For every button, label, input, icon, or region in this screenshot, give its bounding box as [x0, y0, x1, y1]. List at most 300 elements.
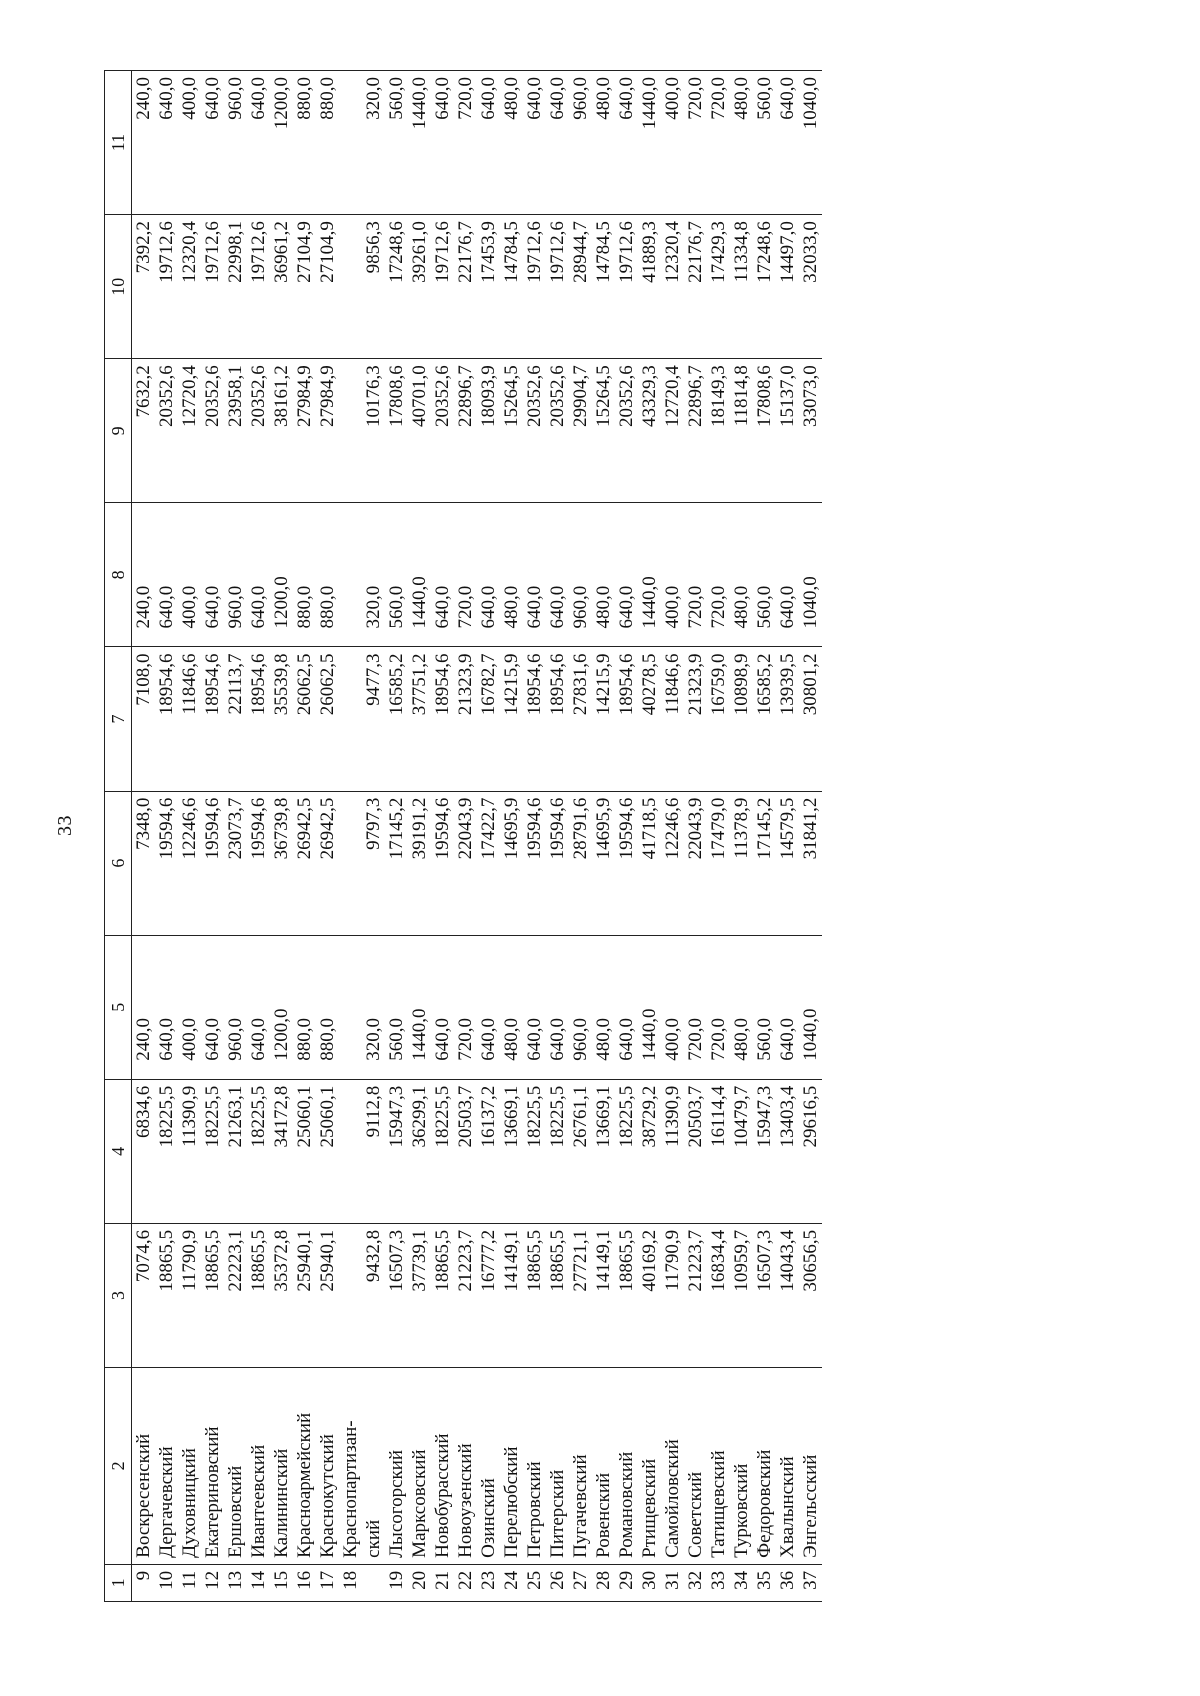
table-cell: 18865,5 [615, 1223, 638, 1367]
district-name-cell: Татищевский [707, 1368, 730, 1565]
table-cell: 1200,0 [270, 71, 293, 215]
table-row [799, 71, 822, 1602]
table-cell: 9112,8 [362, 1079, 385, 1223]
district-name-cell: Ровенский [592, 1368, 615, 1565]
table-cell: 7074,6 [132, 1223, 156, 1367]
table-cell: 1040,0 [799, 71, 822, 215]
table-cell: 39261,0 [408, 215, 431, 359]
row-number-cell: 22 [454, 1564, 477, 1601]
table-row [293, 71, 316, 1602]
table-row [247, 71, 270, 1602]
table-cell: 480,0 [730, 935, 753, 1079]
table-cell: 11790,9 [661, 1223, 684, 1367]
table-cell: 33073,0 [799, 359, 822, 503]
table-cell: 39191,2 [408, 791, 431, 935]
table-cell: 27831,6 [569, 647, 592, 791]
table-cell: 29616,5 [799, 1079, 822, 1223]
table-cell: 10176,3 [362, 359, 385, 503]
table-cell: 480,0 [500, 935, 523, 1079]
table-cell: 28944,7 [569, 215, 592, 359]
table-cell: 16585,2 [753, 647, 776, 791]
table-cell: 18954,6 [155, 647, 178, 791]
column-header: 4 [105, 1079, 132, 1223]
column-header: 7 [105, 647, 132, 791]
table-cell: 37739,1 [408, 1223, 431, 1367]
table-cell: 640,0 [523, 935, 546, 1079]
row-number-cell: 11 [178, 1564, 201, 1601]
table-cell: 15264,5 [592, 359, 615, 503]
table-cell: 26761,1 [569, 1079, 592, 1223]
table-cell: 960,0 [224, 71, 247, 215]
table-cell: 880,0 [316, 503, 339, 647]
table-cell: 13669,1 [500, 1079, 523, 1223]
table-cell: 14215,9 [592, 647, 615, 791]
district-name-cell: Марксовский [408, 1368, 431, 1565]
table-cell: 21263,1 [224, 1079, 247, 1223]
table-cell: 41718,5 [638, 791, 661, 935]
district-name-cell: Петровский [523, 1368, 546, 1565]
district-name-cell: Озинский [477, 1368, 500, 1565]
table-cell: 640,0 [615, 935, 638, 1079]
table-cell: 20352,6 [615, 359, 638, 503]
table-cell: 38729,2 [638, 1079, 661, 1223]
row-number-cell: 12 [201, 1564, 224, 1601]
table-cell: 25060,1 [316, 1079, 339, 1223]
table-row [661, 71, 684, 1602]
table-cell: 640,0 [247, 503, 270, 647]
table-cell: 720,0 [707, 71, 730, 215]
table-cell: 18954,6 [546, 647, 569, 791]
table-cell [339, 791, 362, 935]
table-cell: 480,0 [592, 71, 615, 215]
table-cell: 400,0 [661, 71, 684, 215]
table-cell: 20352,6 [431, 359, 454, 503]
table-cell: 19594,6 [247, 791, 270, 935]
table-cell: 400,0 [661, 503, 684, 647]
table-cell: 640,0 [477, 71, 500, 215]
row-number-cell: 28 [592, 1564, 615, 1601]
table-cell [339, 647, 362, 791]
district-name-cell: Ершовский [224, 1368, 247, 1565]
row-number-cell: 32 [684, 1564, 707, 1601]
table-row [569, 71, 592, 1602]
table-cell: 18225,5 [155, 1079, 178, 1223]
table-row [316, 71, 339, 1602]
table-cell: 10959,7 [730, 1223, 753, 1367]
table-cell: 1200,0 [270, 935, 293, 1079]
table-cell: 640,0 [431, 71, 454, 215]
table-cell: 640,0 [201, 503, 224, 647]
page-number: 33 [54, 815, 76, 836]
row-number-cell: 25 [523, 1564, 546, 1601]
table-cell: 35539,8 [270, 647, 293, 791]
table-cell: 640,0 [477, 935, 500, 1079]
table-cell: 9477,3 [362, 647, 385, 791]
district-name-cell: Пугачевский [569, 1368, 592, 1565]
table-cell: 240,0 [132, 71, 156, 215]
table-cell: 38161,2 [270, 359, 293, 503]
column-header: 8 [105, 503, 132, 647]
table-row [638, 71, 661, 1602]
table-cell: 720,0 [684, 935, 707, 1079]
district-name-cell: Ртищевский [638, 1368, 661, 1565]
table-cell: 18954,6 [201, 647, 224, 791]
table-cell: 25060,1 [293, 1079, 316, 1223]
district-name-cell: Краснокутский [316, 1368, 339, 1565]
table-cell: 1200,0 [270, 503, 293, 647]
table-cell: 1440,0 [638, 935, 661, 1079]
table-cell: 400,0 [178, 71, 201, 215]
table-cell: 19712,6 [431, 215, 454, 359]
row-number-cell: 16 [293, 1564, 316, 1601]
table-cell: 17479,0 [707, 791, 730, 935]
table-cell: 19712,6 [155, 215, 178, 359]
table-cell: 12720,4 [661, 359, 684, 503]
table-cell: 23073,7 [224, 791, 247, 935]
district-name-cell: Дергачевский [155, 1368, 178, 1565]
table-cell: 240,0 [132, 503, 156, 647]
table-cell: 11334,8 [730, 215, 753, 359]
table-cell: 20352,6 [247, 359, 270, 503]
table-row [477, 71, 500, 1602]
table-cell: 7108,0 [132, 647, 156, 791]
table-cell: 1440,0 [638, 503, 661, 647]
table-row [178, 71, 201, 1602]
table-cell: 17453,9 [477, 215, 500, 359]
district-name-cell: Ивантеевский [247, 1368, 270, 1565]
table-cell: 640,0 [247, 935, 270, 1079]
table-cell: 26942,5 [293, 791, 316, 935]
table-cell: 14695,9 [500, 791, 523, 935]
table-cell: 640,0 [201, 935, 224, 1079]
table-cell: 960,0 [224, 935, 247, 1079]
table-cell: 15947,3 [385, 1079, 408, 1223]
column-header: 10 [105, 215, 132, 359]
table-cell: 640,0 [615, 503, 638, 647]
table-cell [339, 215, 362, 359]
district-name-cell: Новоузенский [454, 1368, 477, 1565]
row-number-cell: 31 [661, 1564, 684, 1601]
table-cell: 640,0 [247, 71, 270, 215]
row-number-cell: 30 [638, 1564, 661, 1601]
table-cell: 640,0 [546, 503, 569, 647]
table-cell: 18954,6 [615, 647, 638, 791]
table-cell: 720,0 [707, 935, 730, 1079]
table-cell: 640,0 [155, 935, 178, 1079]
table-cell: 19712,6 [615, 215, 638, 359]
row-number-cell: 20 [408, 1564, 431, 1601]
table-row [684, 71, 707, 1602]
table-cell: 880,0 [316, 935, 339, 1079]
table-cell: 41889,3 [638, 215, 661, 359]
table-cell: 18225,5 [431, 1079, 454, 1223]
table-cell: 19712,6 [546, 215, 569, 359]
table-cell: 27984,9 [316, 359, 339, 503]
table-cell: 18865,5 [546, 1223, 569, 1367]
table-cell: 14784,5 [500, 215, 523, 359]
table-row [454, 71, 477, 1602]
table-cell: 720,0 [684, 503, 707, 647]
table-cell: 19712,6 [247, 215, 270, 359]
table-row [500, 71, 523, 1602]
table-cell: 20352,6 [523, 359, 546, 503]
table-cell: 17808,6 [753, 359, 776, 503]
table-cell [339, 359, 362, 503]
row-number-cell: 35 [753, 1564, 776, 1601]
table-cell: 14579,5 [776, 791, 799, 935]
district-name-cell: Советский [684, 1368, 707, 1565]
table-cell: 12246,6 [178, 791, 201, 935]
table-row [431, 71, 454, 1602]
table-cell: 16777,2 [477, 1223, 500, 1367]
table-cell [339, 1079, 362, 1223]
table-row [385, 71, 408, 1602]
row-number-cell: 10 [155, 1564, 178, 1601]
table-cell: 640,0 [776, 935, 799, 1079]
table-cell: 1040,0 [799, 935, 822, 1079]
table-cell: 7348,0 [132, 791, 156, 935]
table-cell: 13939,5 [776, 647, 799, 791]
table-row [362, 71, 385, 1602]
row-number-cell: 17 [316, 1564, 339, 1601]
district-name-cell: Краснопартизан- [339, 1368, 362, 1565]
table-row [546, 71, 569, 1602]
table-cell: 560,0 [385, 935, 408, 1079]
table-cell [339, 71, 362, 215]
table-cell: 26062,5 [316, 647, 339, 791]
table-cell: 19594,6 [615, 791, 638, 935]
table-row [270, 71, 293, 1602]
table-cell: 12320,4 [661, 215, 684, 359]
row-number-cell: 34 [730, 1564, 753, 1601]
table-cell: 22896,7 [454, 359, 477, 503]
table-cell: 720,0 [454, 503, 477, 647]
table-cell: 20503,7 [684, 1079, 707, 1223]
table-cell: 13669,1 [592, 1079, 615, 1223]
table-cell: 960,0 [224, 503, 247, 647]
table-cell: 27104,9 [316, 215, 339, 359]
district-name-cell: Романовский [615, 1368, 638, 1565]
table-cell: 9797,3 [362, 791, 385, 935]
district-name-cell: ский [362, 1368, 385, 1565]
table-cell: 880,0 [293, 71, 316, 215]
district-name-cell: Питерский [546, 1368, 569, 1565]
column-header: 3 [105, 1223, 132, 1367]
table-cell: 560,0 [753, 935, 776, 1079]
table-cell: 14149,1 [592, 1223, 615, 1367]
table-cell: 20352,6 [546, 359, 569, 503]
table-cell: 560,0 [753, 71, 776, 215]
table-cell: 19594,6 [546, 791, 569, 935]
table-cell: 29904,7 [569, 359, 592, 503]
table-row [730, 71, 753, 1602]
table-row [615, 71, 638, 1602]
table-cell: 18954,6 [247, 647, 270, 791]
table-cell: 18865,5 [523, 1223, 546, 1367]
table-cell: 17248,6 [753, 215, 776, 359]
table-cell: 9432,8 [362, 1223, 385, 1367]
table-row [201, 71, 224, 1602]
table-cell: 480,0 [592, 503, 615, 647]
table-cell: 17145,2 [385, 791, 408, 935]
table-cell: 18225,5 [615, 1079, 638, 1223]
row-number-cell [362, 1564, 385, 1601]
table-cell: 10898,9 [730, 647, 753, 791]
table-cell: 27721,1 [569, 1223, 592, 1367]
table-cell: 19594,6 [201, 791, 224, 935]
table-cell: 16759,0 [707, 647, 730, 791]
row-number-cell: 19 [385, 1564, 408, 1601]
table-cell: 19594,6 [523, 791, 546, 935]
table-row [408, 71, 431, 1602]
table-cell: 30656,5 [799, 1223, 822, 1367]
table-cell: 14695,9 [592, 791, 615, 935]
table-cell: 36299,1 [408, 1079, 431, 1223]
table-cell: 19594,6 [155, 791, 178, 935]
table-cell: 22176,7 [684, 215, 707, 359]
table-cell: 16507,3 [753, 1223, 776, 1367]
table-cell: 32033,0 [799, 215, 822, 359]
table-cell: 16507,3 [385, 1223, 408, 1367]
table-cell: 1440,0 [408, 935, 431, 1079]
table-cell: 1040,0 [799, 503, 822, 647]
table-cell: 16137,2 [477, 1079, 500, 1223]
table-cell: 960,0 [569, 71, 592, 215]
table-cell: 22043,9 [454, 791, 477, 935]
district-name-cell: Новобурасский [431, 1368, 454, 1565]
row-number-cell: 23 [477, 1564, 500, 1601]
table-cell: 18225,5 [201, 1079, 224, 1223]
table-cell: 20503,7 [454, 1079, 477, 1223]
table-cell: 31841,2 [799, 791, 822, 935]
table-cell: 23958,1 [224, 359, 247, 503]
table-cell: 640,0 [615, 71, 638, 215]
table-cell: 40169,2 [638, 1223, 661, 1367]
table-cell: 19594,6 [431, 791, 454, 935]
table-cell: 1440,0 [408, 503, 431, 647]
column-header: 9 [105, 359, 132, 503]
table-cell: 35372,8 [270, 1223, 293, 1367]
table-cell: 18865,5 [431, 1223, 454, 1367]
table-cell: 18954,6 [431, 647, 454, 791]
row-number-cell: 27 [569, 1564, 592, 1601]
row-number-cell: 24 [500, 1564, 523, 1601]
table-cell: 37751,2 [408, 647, 431, 791]
district-name-cell: Воскресенский [132, 1368, 156, 1565]
table-cell: 240,0 [132, 935, 156, 1079]
table-cell: 16585,2 [385, 647, 408, 791]
table-cell: 640,0 [776, 503, 799, 647]
table-cell: 11846,6 [178, 647, 201, 791]
table-cell: 16114,4 [707, 1079, 730, 1223]
data-table [104, 70, 822, 1602]
table-cell: 17429,3 [707, 215, 730, 359]
table-cell: 17808,6 [385, 359, 408, 503]
table-cell: 19712,6 [201, 215, 224, 359]
table-cell: 17248,6 [385, 215, 408, 359]
table-cell [339, 935, 362, 1079]
table-cell: 16834,4 [707, 1223, 730, 1367]
table-cell: 18149,3 [707, 359, 730, 503]
district-name-cell: Духовницкий [178, 1368, 201, 1565]
table-cell: 20352,6 [155, 359, 178, 503]
table-cell: 640,0 [201, 71, 224, 215]
table-cell: 43329,3 [638, 359, 661, 503]
row-number-cell: 13 [224, 1564, 247, 1601]
table-cell: 11846,6 [661, 647, 684, 791]
column-header: 1 [105, 1564, 132, 1601]
table-cell: 18954,6 [523, 647, 546, 791]
table-cell: 18225,5 [247, 1079, 270, 1223]
table-cell: 36961,2 [270, 215, 293, 359]
table-cell: 640,0 [431, 503, 454, 647]
table-cell: 21323,9 [454, 647, 477, 791]
table-cell: 22896,7 [684, 359, 707, 503]
table-cell: 720,0 [454, 71, 477, 215]
table-cell: 14149,1 [500, 1223, 523, 1367]
table-cell: 25940,1 [293, 1223, 316, 1367]
table-cell: 17422,7 [477, 791, 500, 935]
table-cell: 880,0 [316, 71, 339, 215]
table-cell: 480,0 [730, 71, 753, 215]
table-cell: 18225,5 [546, 1079, 569, 1223]
table-cell: 36739,8 [270, 791, 293, 935]
table-cell: 18865,5 [247, 1223, 270, 1367]
table-cell: 320,0 [362, 71, 385, 215]
table-cell: 640,0 [477, 503, 500, 647]
table-cell: 11390,9 [178, 1079, 201, 1223]
table-cell: 640,0 [776, 71, 799, 215]
table-cell: 28791,6 [569, 791, 592, 935]
table-row [155, 71, 178, 1602]
table-cell: 640,0 [546, 71, 569, 215]
table-cell: 640,0 [546, 935, 569, 1079]
table-cell [339, 1223, 362, 1367]
table-cell: 1440,0 [638, 71, 661, 215]
header-row [105, 71, 132, 1602]
table-cell: 25940,1 [316, 1223, 339, 1367]
table-cell: 400,0 [178, 503, 201, 647]
table-cell: 7392,2 [132, 215, 156, 359]
table-cell: 480,0 [500, 71, 523, 215]
table-row [707, 71, 730, 1602]
table-row [753, 71, 776, 1602]
table-cell: 11378,9 [730, 791, 753, 935]
table-cell: 30801,2 [799, 647, 822, 791]
table-cell: 21223,7 [684, 1223, 707, 1367]
table-cell: 20352,6 [201, 359, 224, 503]
table-cell: 1440,0 [408, 71, 431, 215]
table-cell: 18093,9 [477, 359, 500, 503]
table-cell: 14497,0 [776, 215, 799, 359]
table-cell: 12720,4 [178, 359, 201, 503]
table-cell: 640,0 [155, 503, 178, 647]
row-number-cell: 21 [431, 1564, 454, 1601]
district-name-cell: Лысогорский [385, 1368, 408, 1565]
table-cell: 18865,5 [155, 1223, 178, 1367]
table-cell: 14784,5 [592, 215, 615, 359]
table-cell: 13403,4 [776, 1079, 799, 1223]
table-cell: 40701,0 [408, 359, 431, 503]
table-cell: 720,0 [684, 71, 707, 215]
row-number-cell: 33 [707, 1564, 730, 1601]
table-cell: 10479,7 [730, 1079, 753, 1223]
table-cell: 400,0 [178, 935, 201, 1079]
table-cell: 560,0 [385, 71, 408, 215]
district-name-cell: Екатериновский [201, 1368, 224, 1565]
table-cell: 18225,5 [523, 1079, 546, 1223]
district-name-cell: Энгельсский [799, 1368, 822, 1565]
